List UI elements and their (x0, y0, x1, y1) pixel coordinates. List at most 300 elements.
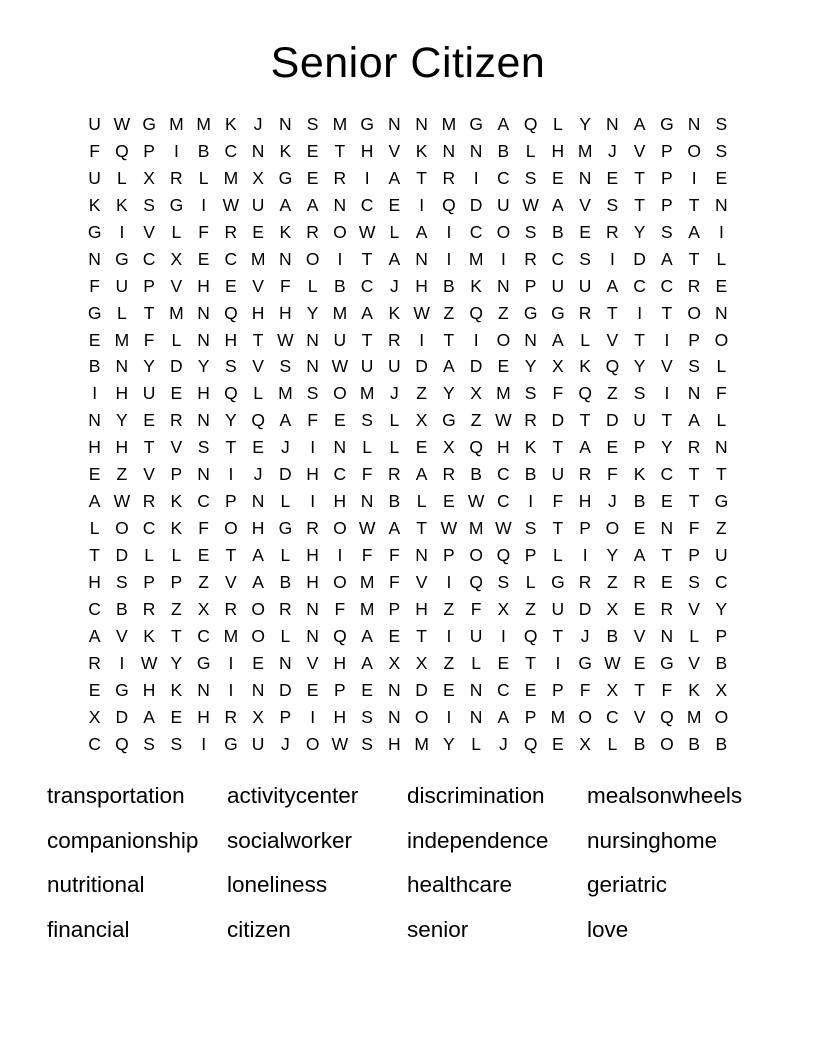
grid-cell[interactable]: O (305, 733, 320, 754)
grid-cell[interactable]: P (225, 491, 237, 512)
grid-cell[interactable]: T (661, 302, 673, 323)
grid-cell[interactable]: I (228, 679, 234, 700)
grid-cell[interactable]: L (689, 625, 699, 646)
grid-cell[interactable]: F (198, 221, 209, 242)
grid-cell[interactable]: Y (633, 221, 646, 242)
grid-cell[interactable]: C (660, 464, 674, 485)
grid-cell[interactable]: M (550, 706, 566, 727)
grid-cell[interactable]: X (606, 598, 619, 619)
grid-cell[interactable]: O (333, 221, 347, 242)
grid-cell[interactable]: I (446, 571, 452, 592)
grid-cell[interactable]: U (633, 410, 646, 431)
grid-cell[interactable]: X (443, 437, 455, 458)
grid-cell[interactable]: F (579, 679, 591, 700)
grid-cell[interactable]: H (333, 652, 347, 673)
grid-cell[interactable]: H (197, 706, 210, 727)
grid-cell[interactable]: N (306, 329, 319, 350)
grid-cell[interactable]: V (633, 706, 646, 727)
grid-cell[interactable]: G (169, 194, 184, 215)
grid-cell[interactable]: T (334, 140, 346, 161)
grid-cell[interactable]: E (388, 625, 401, 646)
grid-cell[interactable]: T (416, 518, 427, 539)
grid-cell[interactable]: P (279, 706, 292, 727)
grid-cell[interactable]: F (688, 518, 700, 539)
grid-cell[interactable]: F (607, 464, 618, 485)
grid-cell[interactable]: A (361, 652, 373, 673)
grid-cell[interactable]: A (306, 194, 319, 215)
grid-cell[interactable]: A (361, 302, 373, 323)
grid-cell[interactable]: M (223, 167, 239, 188)
grid-cell[interactable]: O (333, 518, 347, 539)
grid-cell[interactable]: A (497, 706, 510, 727)
grid-cell[interactable]: T (252, 329, 264, 350)
grid-cell[interactable]: I (473, 329, 479, 350)
grid-cell[interactable]: Z (198, 571, 209, 592)
grid-cell[interactable]: Z (443, 598, 455, 619)
grid-cell[interactable]: O (251, 598, 265, 619)
grid-cell[interactable]: T (661, 545, 673, 565)
grid-cell[interactable]: J (253, 464, 263, 485)
grid-cell[interactable]: L (144, 545, 154, 565)
grid-cell[interactable]: W (277, 329, 294, 350)
grid-cell[interactable]: V (252, 275, 264, 296)
grid-cell[interactable]: P (170, 571, 183, 592)
grid-cell[interactable]: I (500, 248, 506, 269)
grid-cell[interactable]: O (333, 383, 347, 404)
grid-cell[interactable]: C (497, 491, 510, 512)
grid-cell[interactable]: A (497, 114, 510, 134)
grid-cell[interactable]: B (606, 625, 619, 646)
grid-cell[interactable]: E (197, 545, 210, 565)
grid-cell[interactable]: P (661, 140, 673, 161)
grid-cell[interactable]: Q (469, 571, 483, 592)
grid-cell[interactable]: N (251, 140, 265, 161)
grid-cell[interactable]: A (633, 114, 646, 134)
grid-cell[interactable]: Z (443, 652, 455, 673)
grid-cell[interactable]: F (307, 410, 318, 431)
grid-cell[interactable]: O (305, 248, 320, 269)
grid-cell[interactable]: L (716, 248, 727, 269)
grid-cell[interactable]: E (606, 437, 619, 458)
grid-cell[interactable]: L (280, 545, 291, 565)
grid-cell[interactable]: I (201, 733, 207, 754)
grid-cell[interactable]: N (524, 329, 537, 350)
grid-cell[interactable]: H (415, 275, 428, 296)
grid-cell[interactable]: F (280, 275, 291, 296)
grid-cell[interactable]: V (633, 140, 646, 161)
grid-cell[interactable]: Y (661, 437, 673, 458)
grid-cell[interactable]: D (170, 356, 183, 377)
grid-cell[interactable]: E (143, 410, 155, 431)
grid-cell[interactable]: K (688, 679, 700, 700)
grid-cell[interactable]: H (415, 598, 428, 619)
grid-cell[interactable]: K (143, 625, 155, 646)
grid-cell[interactable]: I (364, 167, 370, 188)
grid-cell[interactable]: S (661, 221, 673, 242)
grid-cell[interactable]: W (495, 410, 512, 431)
grid-cell[interactable]: F (361, 545, 373, 565)
grid-cell[interactable]: C (660, 275, 674, 296)
grid-cell[interactable]: S (524, 383, 537, 404)
grid-cell[interactable]: U (88, 167, 101, 188)
grid-cell[interactable]: U (551, 275, 565, 296)
grid-cell[interactable]: O (660, 733, 674, 754)
grid-cell[interactable]: S (497, 571, 510, 592)
grid-cell[interactable]: N (606, 114, 619, 134)
grid-cell[interactable]: E (552, 167, 564, 188)
grid-cell[interactable]: A (606, 275, 619, 296)
grid-cell[interactable]: Q (496, 545, 511, 565)
grid-cell[interactable]: T (143, 302, 155, 323)
grid-cell[interactable]: L (89, 518, 100, 539)
grid-cell[interactable]: H (251, 302, 265, 323)
grid-cell[interactable]: E (306, 140, 319, 161)
grid-cell[interactable]: A (443, 356, 455, 377)
grid-cell[interactable]: S (306, 114, 319, 134)
grid-cell[interactable]: O (224, 518, 238, 539)
grid-cell[interactable]: S (688, 356, 700, 377)
grid-cell[interactable]: A (415, 464, 428, 485)
grid-cell[interactable]: W (331, 356, 349, 377)
grid-cell[interactable]: F (143, 329, 155, 350)
grid-cell[interactable]: M (359, 598, 375, 619)
grid-cell[interactable]: R (578, 302, 592, 323)
grid-cell[interactable]: P (143, 571, 155, 592)
grid-cell[interactable]: O (469, 545, 483, 565)
grid-cell[interactable]: B (443, 275, 455, 296)
grid-cell[interactable]: D (633, 248, 646, 269)
grid-cell[interactable]: I (637, 302, 643, 323)
grid-cell[interactable]: E (633, 652, 646, 673)
grid-cell[interactable]: R (142, 598, 156, 619)
grid-cell[interactable]: Z (470, 410, 482, 431)
grid-cell[interactable]: N (88, 410, 101, 431)
grid-cell[interactable]: N (279, 652, 292, 673)
grid-cell[interactable]: I (419, 194, 425, 215)
grid-cell[interactable]: N (497, 275, 510, 296)
grid-cell[interactable]: E (633, 598, 646, 619)
grid-cell[interactable]: T (552, 625, 564, 646)
grid-cell[interactable]: B (388, 491, 401, 512)
grid-cell[interactable]: H (306, 464, 319, 485)
grid-cell[interactable]: S (279, 356, 292, 377)
grid-cell[interactable]: B (552, 221, 564, 242)
grid-cell[interactable]: Q (578, 383, 592, 404)
grid-cell[interactable]: B (715, 652, 728, 673)
grid-cell[interactable]: Y (443, 383, 455, 404)
grid-cell[interactable]: T (607, 302, 618, 323)
grid-cell[interactable]: W (222, 194, 240, 215)
grid-cell[interactable]: V (579, 194, 591, 215)
grid-cell[interactable]: C (197, 491, 210, 512)
grid-cell[interactable]: V (116, 625, 128, 646)
grid-cell[interactable]: P (661, 167, 673, 188)
grid-cell[interactable]: K (225, 114, 237, 134)
grid-cell[interactable]: W (358, 221, 376, 242)
grid-cell[interactable]: V (170, 275, 183, 296)
grid-cell[interactable]: K (388, 302, 401, 323)
grid-cell[interactable]: R (306, 518, 319, 539)
grid-cell[interactable]: D (551, 410, 565, 431)
grid-cell[interactable]: L (253, 383, 263, 404)
grid-cell[interactable]: J (281, 733, 290, 754)
grid-cell[interactable]: Z (525, 598, 536, 619)
grid-cell[interactable]: I (228, 464, 234, 485)
grid-cell[interactable]: H (197, 383, 210, 404)
grid-cell[interactable]: U (88, 114, 101, 134)
grid-cell[interactable]: V (252, 356, 264, 377)
grid-cell[interactable]: L (280, 491, 291, 512)
grid-cell[interactable]: T (143, 437, 155, 458)
grid-cell[interactable]: V (688, 652, 700, 673)
grid-cell[interactable]: T (552, 518, 564, 539)
grid-cell[interactable]: N (197, 410, 210, 431)
grid-cell[interactable]: U (333, 329, 347, 350)
grid-cell[interactable]: C (497, 167, 510, 188)
grid-cell[interactable]: Y (197, 356, 210, 377)
grid-cell[interactable]: A (415, 221, 428, 242)
grid-cell[interactable]: U (115, 275, 129, 296)
grid-cell[interactable]: K (579, 356, 591, 377)
grid-cell[interactable]: C (142, 248, 156, 269)
grid-cell[interactable]: C (551, 248, 565, 269)
grid-cell[interactable]: P (661, 194, 673, 215)
grid-cell[interactable]: X (252, 706, 264, 727)
grid-cell[interactable]: L (580, 329, 590, 350)
grid-cell[interactable]: M (196, 114, 211, 134)
grid-cell[interactable]: T (688, 491, 700, 512)
grid-cell[interactable]: H (115, 383, 129, 404)
grid-cell[interactable]: X (579, 733, 591, 754)
grid-cell[interactable]: R (524, 248, 537, 269)
grid-cell[interactable]: F (89, 140, 100, 161)
grid-cell[interactable]: S (715, 114, 728, 134)
grid-cell[interactable]: Z (416, 383, 427, 404)
grid-cell[interactable]: L (307, 275, 318, 296)
grid-cell[interactable]: M (686, 706, 702, 727)
grid-cell[interactable]: T (89, 545, 100, 565)
grid-cell[interactable]: L (362, 437, 372, 458)
grid-cell[interactable]: X (415, 410, 428, 431)
grid-cell[interactable]: M (577, 140, 593, 161)
grid-cell[interactable]: E (443, 491, 455, 512)
grid-cell[interactable]: J (499, 733, 508, 754)
grid-cell[interactable]: N (388, 706, 401, 727)
grid-cell[interactable]: C (224, 248, 238, 269)
grid-cell[interactable]: S (524, 221, 537, 242)
grid-cell[interactable]: E (497, 356, 510, 377)
grid-cell[interactable]: T (634, 679, 645, 700)
grid-cell[interactable]: H (306, 545, 319, 565)
grid-cell[interactable]: R (306, 221, 319, 242)
grid-cell[interactable]: Y (579, 114, 591, 134)
grid-cell[interactable]: S (715, 140, 728, 161)
grid-cell[interactable]: L (471, 733, 481, 754)
grid-cell[interactable]: Q (333, 625, 347, 646)
grid-cell[interactable]: G (278, 167, 293, 188)
grid-cell[interactable]: W (522, 194, 539, 215)
grid-cell[interactable]: P (715, 625, 728, 646)
grid-cell[interactable]: D (606, 410, 619, 431)
grid-cell[interactable]: S (688, 571, 700, 592)
grid-cell[interactable]: H (360, 140, 374, 161)
grid-cell[interactable]: N (442, 140, 456, 161)
grid-cell[interactable]: N (88, 248, 101, 269)
grid-cell[interactable]: S (633, 383, 646, 404)
grid-cell[interactable]: M (169, 114, 184, 134)
grid-cell[interactable]: I (446, 248, 452, 269)
grid-cell[interactable]: H (388, 733, 401, 754)
grid-cell[interactable]: K (470, 275, 482, 296)
grid-cell[interactable]: V (688, 598, 700, 619)
grid-cell[interactable]: I (664, 329, 670, 350)
grid-cell[interactable]: D (469, 194, 483, 215)
grid-cell[interactable]: I (337, 545, 343, 565)
grid-cell[interactable]: Y (443, 733, 455, 754)
grid-cell[interactable]: E (252, 652, 264, 673)
grid-cell[interactable]: L (117, 167, 127, 188)
grid-cell[interactable]: B (197, 140, 210, 161)
grid-cell[interactable]: E (715, 275, 728, 296)
grid-cell[interactable]: U (469, 625, 483, 646)
grid-cell[interactable]: I (310, 706, 316, 727)
grid-cell[interactable]: I (228, 652, 234, 673)
grid-cell[interactable]: H (224, 329, 238, 350)
grid-cell[interactable]: Q (469, 437, 483, 458)
grid-cell[interactable]: H (115, 437, 129, 458)
grid-cell[interactable]: I (446, 221, 452, 242)
grid-cell[interactable]: L (716, 356, 727, 377)
grid-cell[interactable]: F (389, 571, 400, 592)
grid-cell[interactable]: K (170, 491, 183, 512)
grid-cell[interactable]: F (552, 491, 564, 512)
grid-cell[interactable]: E (170, 383, 183, 404)
grid-cell[interactable]: O (333, 571, 347, 592)
grid-cell[interactable]: M (496, 383, 511, 404)
grid-cell[interactable]: X (606, 679, 619, 700)
grid-cell[interactable]: N (197, 464, 210, 485)
grid-cell[interactable]: Y (715, 598, 728, 619)
grid-cell[interactable]: E (497, 652, 510, 673)
grid-cell[interactable]: T (552, 437, 564, 458)
grid-cell[interactable]: Y (606, 545, 619, 565)
grid-cell[interactable]: R (660, 598, 674, 619)
grid-cell[interactable]: G (660, 114, 674, 134)
grid-cell[interactable]: A (552, 329, 564, 350)
grid-cell[interactable]: R (224, 221, 238, 242)
grid-cell[interactable]: P (688, 329, 700, 350)
grid-cell[interactable]: T (688, 194, 700, 215)
grid-cell[interactable]: M (278, 383, 293, 404)
grid-cell[interactable]: H (279, 302, 292, 323)
grid-cell[interactable]: L (389, 221, 400, 242)
grid-cell[interactable]: L (280, 625, 291, 646)
grid-cell[interactable]: I (419, 329, 425, 350)
grid-cell[interactable]: O (714, 329, 729, 350)
grid-cell[interactable]: S (524, 167, 537, 188)
grid-cell[interactable]: T (634, 167, 645, 188)
grid-cell[interactable]: L (607, 733, 618, 754)
grid-cell[interactable]: M (414, 733, 429, 754)
grid-cell[interactable]: O (496, 221, 511, 242)
grid-cell[interactable]: U (715, 545, 728, 565)
grid-cell[interactable]: N (415, 114, 428, 134)
grid-cell[interactable]: N (687, 114, 701, 134)
grid-cell[interactable]: T (634, 329, 645, 350)
grid-cell[interactable]: K (170, 679, 183, 700)
grid-cell[interactable]: B (470, 464, 482, 485)
grid-cell[interactable]: H (551, 140, 565, 161)
grid-cell[interactable]: F (470, 598, 482, 619)
grid-cell[interactable]: J (608, 140, 617, 161)
grid-cell[interactable]: N (306, 356, 319, 377)
grid-cell[interactable]: A (388, 167, 401, 188)
grid-cell[interactable]: B (633, 491, 646, 512)
grid-cell[interactable]: B (524, 464, 537, 485)
grid-cell[interactable]: N (715, 437, 728, 458)
grid-cell[interactable]: G (442, 410, 456, 431)
grid-cell[interactable]: G (87, 221, 102, 242)
grid-cell[interactable]: D (279, 464, 292, 485)
grid-cell[interactable]: R (633, 571, 646, 592)
grid-cell[interactable]: P (579, 518, 591, 539)
grid-cell[interactable]: A (88, 625, 101, 646)
grid-cell[interactable]: T (361, 248, 373, 269)
grid-cell[interactable]: E (388, 194, 401, 215)
grid-cell[interactable]: E (306, 167, 319, 188)
grid-cell[interactable]: K (279, 140, 292, 161)
grid-cell[interactable]: E (225, 275, 237, 296)
grid-cell[interactable]: N (687, 383, 701, 404)
grid-cell[interactable]: T (361, 329, 373, 350)
grid-cell[interactable]: B (88, 356, 101, 377)
grid-cell[interactable]: N (279, 248, 292, 269)
grid-cell[interactable]: G (469, 114, 483, 134)
grid-cell[interactable]: A (388, 248, 401, 269)
grid-cell[interactable]: O (414, 706, 429, 727)
grid-cell[interactable]: R (279, 598, 292, 619)
grid-cell[interactable]: H (578, 491, 592, 512)
grid-cell[interactable]: T (688, 248, 700, 269)
grid-cell[interactable]: X (88, 706, 101, 727)
grid-cell[interactable]: N (469, 706, 483, 727)
grid-cell[interactable]: T (525, 652, 536, 673)
grid-cell[interactable]: N (660, 625, 674, 646)
grid-cell[interactable]: E (361, 679, 373, 700)
grid-cell[interactable]: J (580, 625, 590, 646)
grid-cell[interactable]: I (718, 221, 724, 242)
grid-cell[interactable]: N (251, 679, 265, 700)
grid-cell[interactable]: O (605, 518, 620, 539)
grid-cell[interactable]: G (87, 302, 102, 323)
grid-cell[interactable]: N (306, 598, 319, 619)
grid-cell[interactable]: V (606, 329, 619, 350)
grid-cell[interactable]: D (115, 545, 129, 565)
grid-cell[interactable]: O (714, 706, 729, 727)
grid-cell[interactable]: M (223, 625, 239, 646)
grid-cell[interactable]: M (114, 329, 130, 350)
grid-cell[interactable]: P (552, 679, 564, 700)
grid-cell[interactable]: U (251, 194, 265, 215)
grid-cell[interactable]: E (415, 437, 428, 458)
grid-cell[interactable]: K (279, 221, 292, 242)
grid-cell[interactable]: H (251, 518, 265, 539)
grid-cell[interactable]: N (469, 679, 483, 700)
grid-cell[interactable]: E (552, 733, 564, 754)
grid-cell[interactable]: E (88, 679, 101, 700)
grid-cell[interactable]: Q (251, 410, 265, 431)
grid-cell[interactable]: C (88, 733, 101, 754)
